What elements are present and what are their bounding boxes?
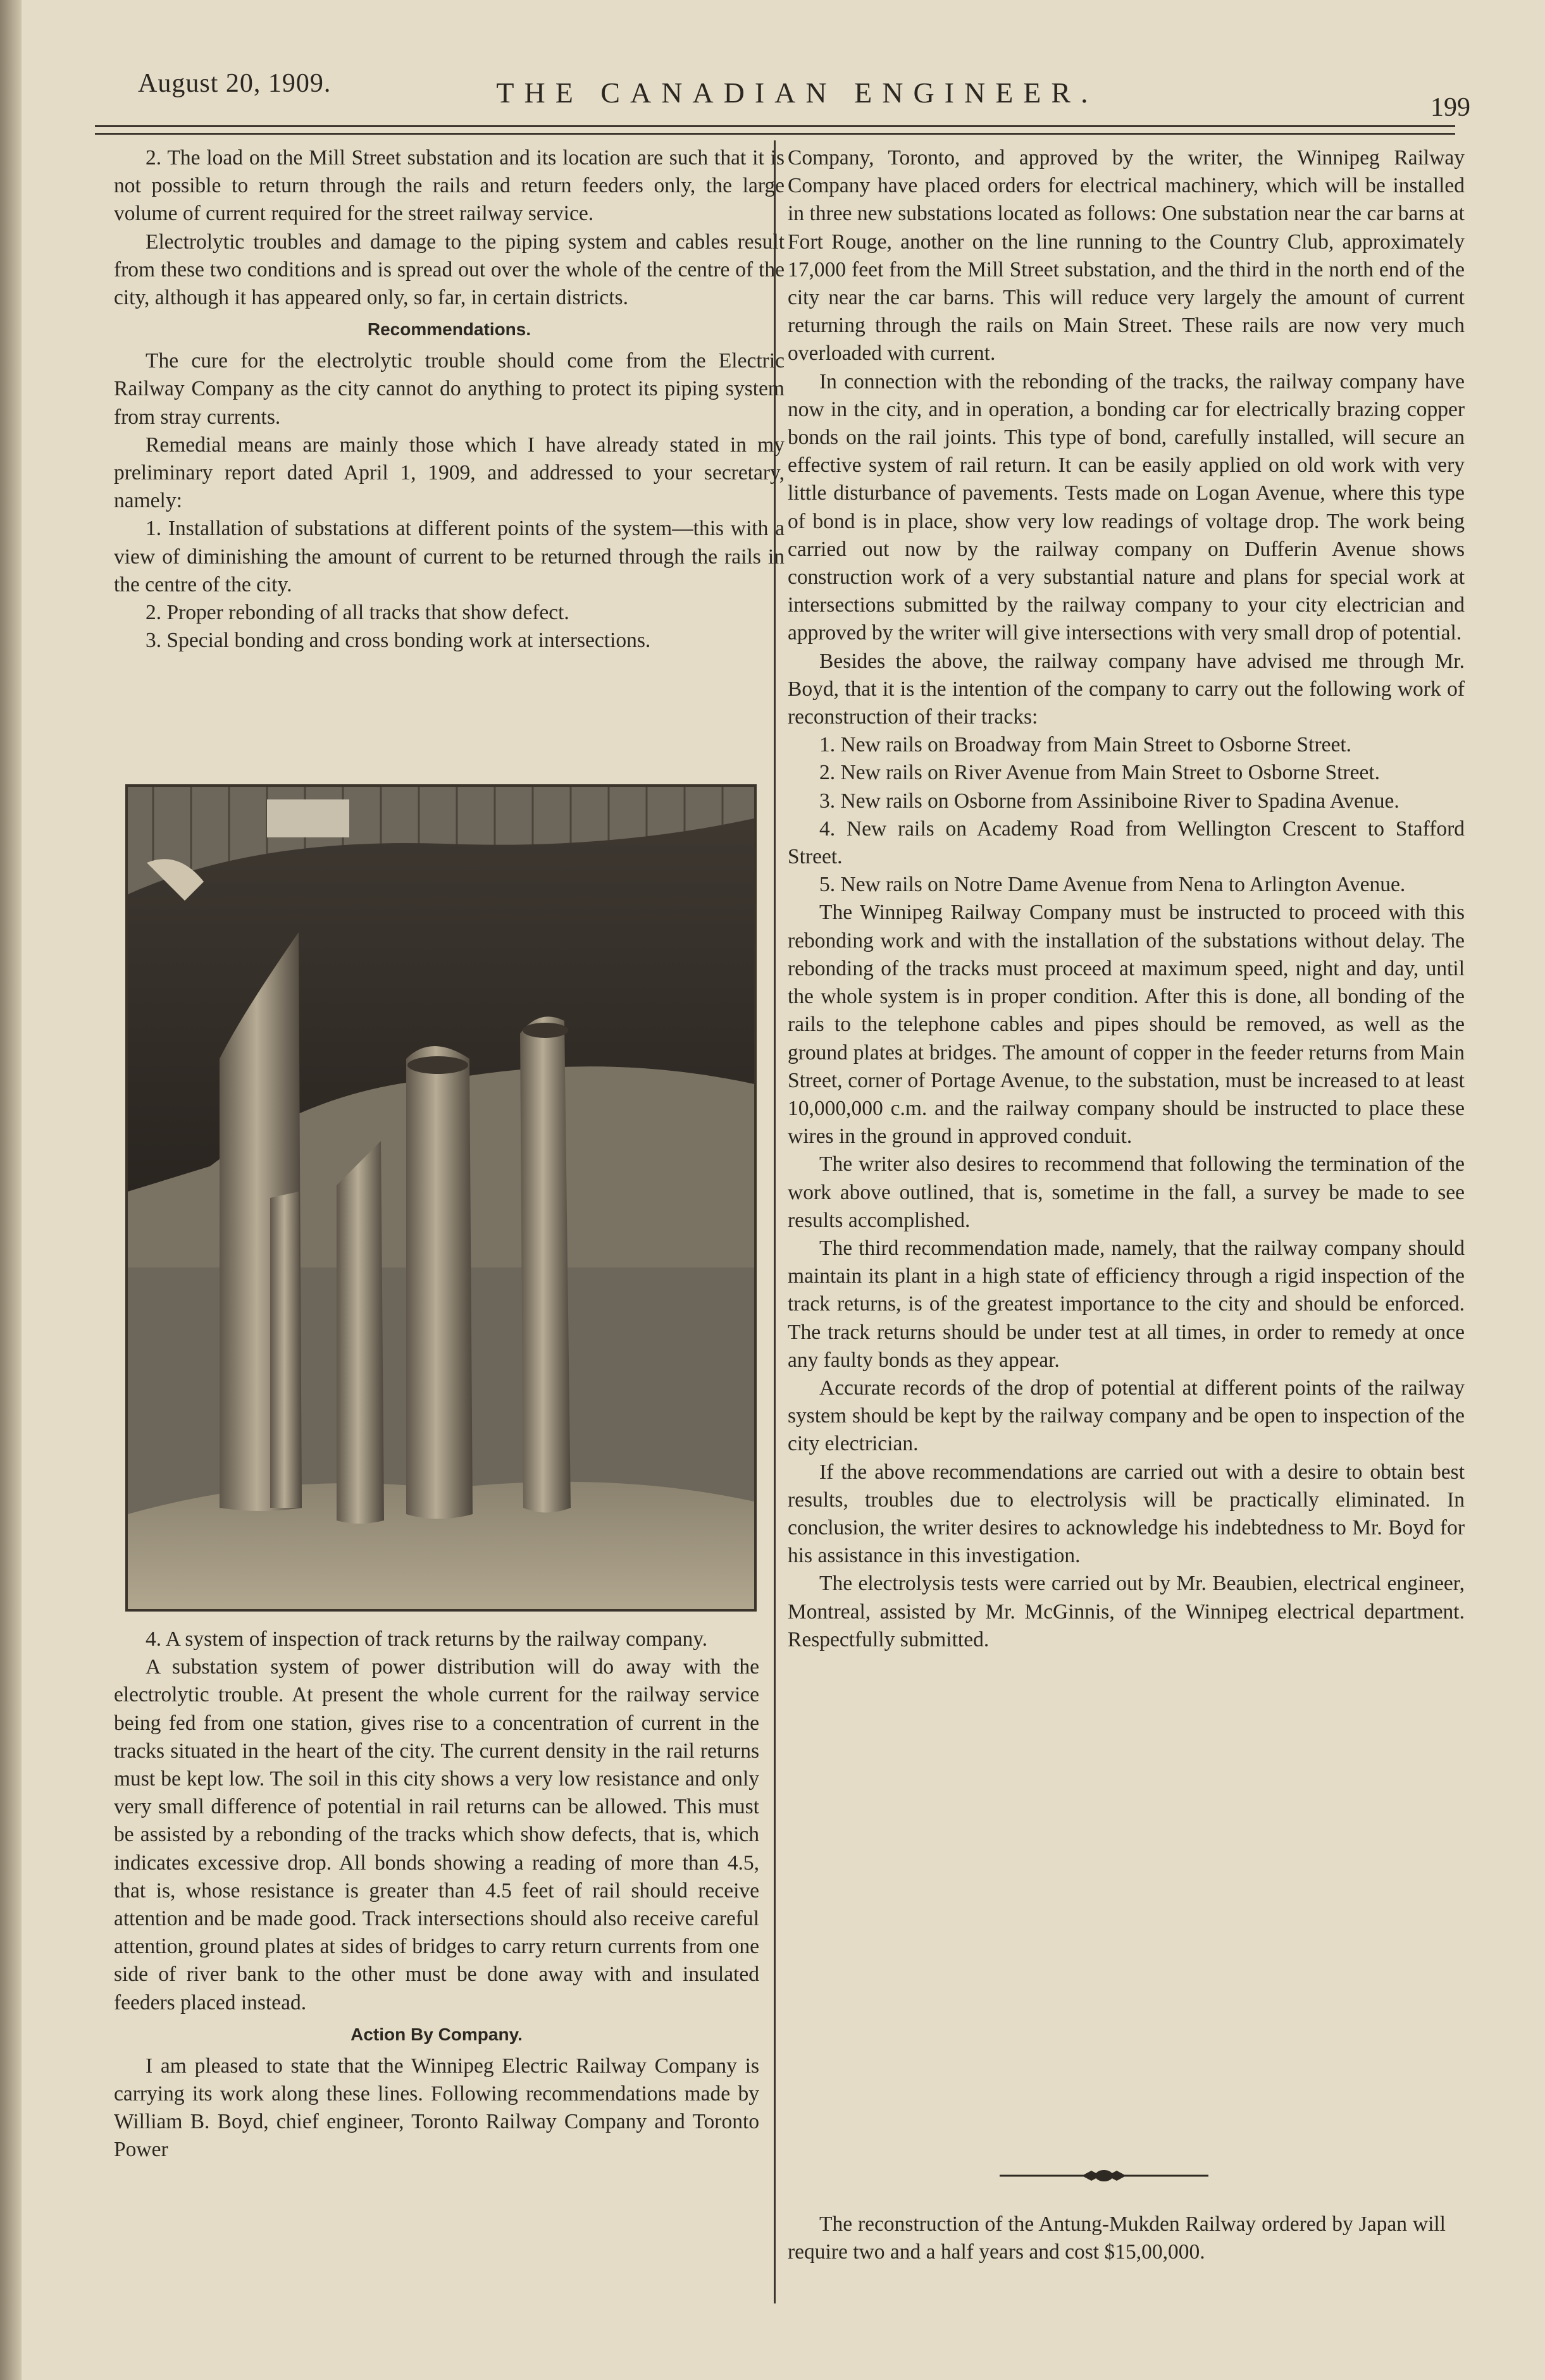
issue-date: August 20, 1909. [138, 69, 332, 98]
paragraph: Accurate records of the drop of potential at different points of the railway system should be kept by the railway company and be open to inspection of the city electrician. [788, 1376, 1465, 1456]
paragraph: The reconstruction of the Antung-Mukden Railway ordered by Japan will require two and a half years and cost $15,00,000. [788, 2212, 1446, 2264]
left-column-bottom [114, 1625, 759, 2164]
paragraph: In connection with the rebonding of the tracks, the railway company have now in the city, and in operation, a bonding car for electrically brazing copper bonds on the rail joints. This type of bond, carefully installed, will secure an effective system of rail return. It can be easily applied on old work with very little disturbance of pavements. Tests made on Logan Avenue, where this type of bond is in place, show very low readings of voltage drop. The work being carried out now by the railway company on Dufferin Avenue shows construction work of a very substantial nature and plans for special work at intersections submitted by the railway company to your city electrician and approved by the writer will give intersections with very small drop of potential. [788, 369, 1465, 645]
list-item: 1. Installation of substations at different points of the system—this with a view of diminishing the amount of current to be returned through the rails in the centre of the city. [114, 517, 785, 596]
recommendations-heading: Recommendations. [367, 319, 531, 340]
pipes-illustration [128, 787, 754, 1609]
paragraph: The electrolysis tests were carried out by Mr. Beaubien, electrical engineer, Montreal, assisted by Mr. McGinnis, of the Winnipeg electrical department. Respectfully submitted. [788, 1572, 1465, 1651]
right-column [788, 144, 1465, 1654]
list-item: 4. New rails on Academy Road from Wellington Crescent to Stafford Street. [788, 817, 1465, 869]
paragraph: Remedial means are mainly those which I have already stated in my preliminary report dated April 1, 1909, and addressed to your secretary, namely: [114, 433, 785, 513]
paragraph: I am pleased to state that the Winnipeg Electric Railway Company is carrying its work along these lines. Following recommendations made by William B. Boyd, chief engineer, Toronto Railway Company and Toronto Power [114, 2054, 759, 2162]
paragraph: Electrolytic troubles and damage to the piping system and cables result from these two conditions and is spread out over the whole of the centre of the city, although it has appeared only, so far, in certain districts. [114, 230, 785, 310]
header-rule-upper [95, 125, 1455, 127]
list-item: 4. A system of inspection of track returns by the railway company. [146, 1627, 708, 1651]
list-item: 5. New rails on Notre Dame Avenue from Nena to Arlington Avenue. [819, 873, 1406, 897]
action-heading: Action By Company. [351, 2024, 523, 2044]
paragraph: A substation system of power distribution will do away with the electrolytic trouble. At present the whole current for the railway service being fed from one station, gives rise to a concentration of current in the tracks situated in the heart of the city. The current density in the rail returns must be kept low. The soil in this city shows a very low resistance and only very small difference of potential in rail returns can be allowed. This must be assisted by a rebonding of the tracks which show defects, that is, which indicates excessive drop. All bonds showing a reading of more than 4.5, that is, whose resistance is greater than 4.5 feet of rail should receive attention and be made good. Track intersections should also receive careful attention, ground plates at sides of bridges to carry return currents from one side of river bank to the other must be done away with and insulated feeders placed instead. [114, 1655, 759, 2014]
list-item: 3. Special bonding and cross bonding work at intersections. [146, 629, 651, 653]
header-rule-lower [95, 133, 1455, 135]
list-item: 1. New rails on Broadway from Main Street to Osborne Street. [819, 733, 1352, 757]
paragraph: If the above recommendations are carried out with a desire to obtain best results, troubles due to electrolysis will be practically eliminated. In conclusion, the writer desires to acknowledge his indebtedness to Mr. Boyd for his assistance in this investigation. [788, 1460, 1465, 1568]
journal-title: THE CANADIAN ENGINEER. [496, 77, 1098, 109]
left-column-top [114, 144, 785, 655]
page-binding-edge [0, 0, 22, 2380]
photo-corroded-pipes [125, 784, 757, 1612]
list-item: 3. New rails on Osborne from Assiniboine River to Spadina Avenue. [819, 789, 1399, 813]
paragraph: Besides the above, the railway company have advised me through Mr. Boyd, that it is the intention of the company to carry out the following work of reconstruction of their tracks: [788, 649, 1465, 729]
news-note [788, 2210, 1446, 2266]
paragraph: The third recommendation made, namely, that the railway company should maintain its plant in a high state of efficiency through a rigid inspection of the track returns, is of the greatest importance to the city and should be enforced. The track returns should be under test at all times, in order to remedy at once any faulty bonds as they appear. [788, 1236, 1465, 1372]
page-header [114, 63, 1480, 133]
list-item: 2. New rails on River Avenue from Main Street to Osborne Street. [819, 761, 1380, 785]
paragraph: Company, Toronto, and approved by the writer, the Winnipeg Railway Company have placed orders for electrical machinery, which will be installed in three new substations located as follows: One substation near the car barns at Fort Rouge, another on the line running to the Country Club, approximately 17,000 feet from the Mill Street substation, and the third in the north end of the city near the car barns. This will reduce very largely the amount of current returning through the rails on Main Street. These rails are now very much overloaded with current. [788, 146, 1465, 366]
paragraph: The cure for the electrolytic trouble should come from the Electric Railway Company as the city cannot do anything to protect its piping system from stray currents. [114, 349, 785, 429]
paragraph: 2. The load on the Mill Street substation and its location are such that it is not possible to return through the rails and return feeders only, the large volume of current required for the street railway service. [114, 146, 785, 226]
page-number: 199 [1430, 93, 1470, 122]
paragraph: The writer also desires to recommend that following the termination of the work above outlined, that is, sometime in the fall, a survey be made to see results accomplished. [788, 1152, 1465, 1232]
section-ornament [1000, 2166, 1208, 2185]
paragraph: The Winnipeg Railway Company must be instructed to proceed with this rebonding work and with the installation of the substations without delay. The rebonding of the tracks must proceed at maximum speed, night and day, until the whole system is in proper condition. After this is done, all bonding of the rails to the telephone cables and pipes should be removed, as well as the ground plates at bridges. The amount of copper in the feeder returns from Main Street, corner of Portage Avenue, to the substation, must be increased to at least 10,000,000 c.m. and the railway company should be instructed to place these wires in the ground in approved conduit. [788, 901, 1465, 1149]
list-item: 2. Proper rebonding of all tracks that show defect. [146, 601, 569, 625]
